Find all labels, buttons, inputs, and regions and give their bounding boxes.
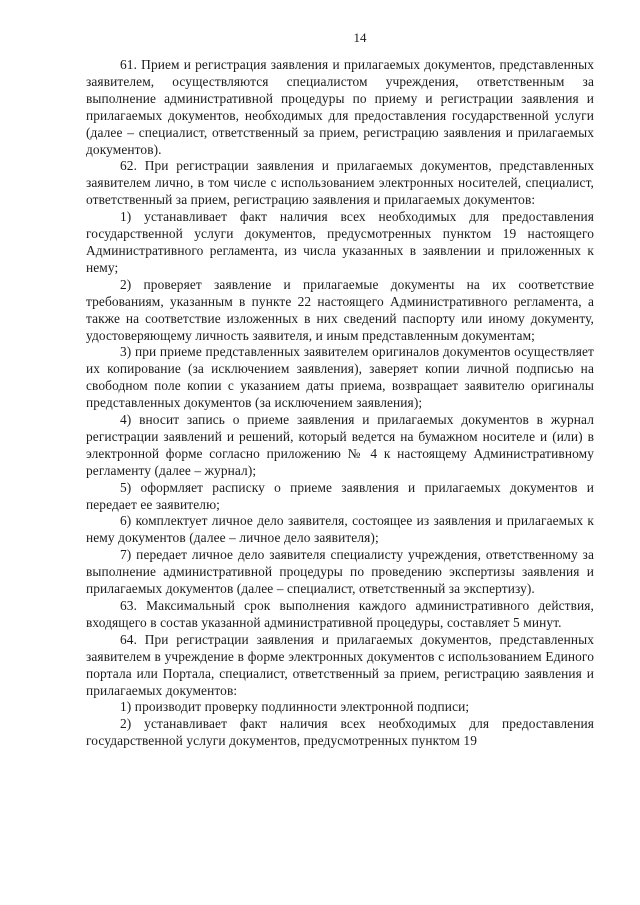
paragraph-64-item-1: 1) производит проверку подлинности электронной подписи; <box>120 699 470 715</box>
paragraph-62-item-1: 1) устанавливает факт наличия всех необходимых для предоставления государственной услуги документов, предусмотренных пунктом 19 настоящего Административного регламента, из числа указанных в заявлении и приложенных к нему; <box>86 209 594 275</box>
paragraph-62-item-6: 6) комплектует личное дело заявителя, состоящее из заявления и прилагаемых к нему документов (далее – личное дело заявителя); <box>86 513 594 546</box>
paragraph-61: 61. Прием и регистрация заявления и прилагаемых документов, представленных заявителем, осуществляются специалистом учреждения, ответственным за выполнение административной процедуры по приему и регистрации заявления и прилагаемых документов, необходимых для предоставления государственной услуги (далее – специалист, ответственный за прием, регистрацию заявления и прилагаемых документов). <box>86 57 594 157</box>
paragraph-64-item-2: 2) устанавливает факт наличия всех необходимых для предоставления государственной услуги документов, предусмотренных пунктом 19 <box>86 716 594 749</box>
document-body <box>86 57 594 750</box>
page-number: 14 <box>353 30 367 45</box>
paragraph-63: 63. Максимальный срок выполнения каждого административного действия, входящего в состав указанной административной процедуры, составляет 5 минут. <box>86 598 594 630</box>
paragraph-62-item-2: 2) проверяет заявление и прилагаемые документы на их соответствие требованиям, указанным в пункте 22 настоящего Административного регламента, а также на соответствие изложенных в них сведений паспорту или иному документу, удостоверяющему личность заявителя, и иным представленным документам; <box>86 276 594 343</box>
paragraph-62-item-5: 5) оформляет расписку о приеме заявления и прилагаемых документов и передает ее заявителю; <box>86 479 594 512</box>
paragraph-64: 64. При регистрации заявления и прилагаемых документов, представленных заявителем в учреждение в форме электронных документов с использованием Единого портала или Портала, специалист, ответственный за прием, регистрацию заявления и прилагаемых документов: <box>86 631 594 698</box>
paragraph-62-item-4: 4) вносит запись о приеме заявления и прилагаемых документов в журнал регистрации заявлений и решений, который ведется на бумажном носителе и (или) в электронной форме согласно приложению № 4 к настоящему Административному регламенту (далее – журнал); <box>86 412 594 478</box>
paragraph-62: 62. При регистрации заявления и прилагаемых документов, представленных заявителем лично, в том числе с использованием электронных носителей, специалист, ответственный за прием, регистрацию заявления и прилагаемых документов: <box>86 158 594 208</box>
paragraph-62-item-7: 7) передает личное дело заявителя специалисту учреждения, ответственному за выполнение административной процедуры по проведению экспертизы заявления и прилагаемых документов (далее – специалист, ответственный за экспертизу). <box>86 547 594 597</box>
paragraph-62-item-3: 3) при приеме представленных заявителем оригиналов документов осуществляет их копирование (за исключением заявления), заверяет копии личной подписью на свободном поле копии с указанием даты приема, возвращает заявителю оригиналы представленных документов (за исключением заявления); <box>86 344 594 411</box>
